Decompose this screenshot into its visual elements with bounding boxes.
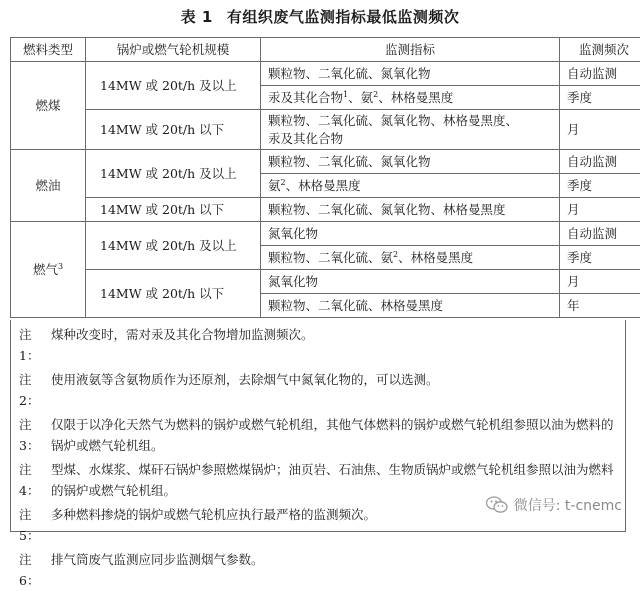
header-scale: 锅炉或燃气轮机规模 <box>86 38 261 62</box>
indicator-cell: 氨$^2$、林格曼黑度 <box>261 174 560 198</box>
note-text: 多种燃料掺烧的锅炉或燃气轮机应执行最严格的监测频次。 <box>51 504 617 546</box>
note-text: 煤种改变时，需对汞及其化合物增加监测频次。 <box>51 324 617 366</box>
note-text: 仅限于以净化天然气为燃料的锅炉或燃气轮机组，其他气体燃料的锅炉或燃气轮机组参照以油为燃料的锅炉或燃气轮机组。 <box>51 414 617 456</box>
indicator-cell: 氮氧化物 <box>261 270 560 294</box>
indicator-cell: 颗粒物、二氧化硫、林格曼黑度 <box>261 294 560 318</box>
table-row <box>11 62 640 86</box>
frequency-cell: 月 <box>560 198 640 222</box>
frequency-cell: 月 <box>560 270 640 294</box>
wechat-icon <box>486 496 508 514</box>
table-title: 有组织废气监测指标最低监测频次 <box>227 8 460 26</box>
note-item <box>19 414 617 456</box>
table-row <box>11 150 640 174</box>
scale-cell: 14MW 或 20t/h 以下 <box>86 198 261 222</box>
table-number: 表 1 <box>181 8 213 26</box>
note-tag: 注 2： <box>19 369 51 411</box>
monitoring-frequency-table <box>10 37 640 318</box>
table-caption <box>0 6 640 30</box>
note-tag: 注 6： <box>19 549 51 591</box>
header-indicator: 监测指标 <box>261 38 560 62</box>
frequency-cell: 季度 <box>560 246 640 270</box>
scale-cell: 14MW 或 20t/h 及以上 <box>86 62 261 110</box>
frequency-cell: 自动监测 <box>560 150 640 174</box>
note-text: 使用液氨等含氨物质作为还原剂，去除烟气中氮氧化物的，可以选测。 <box>51 369 617 411</box>
table-row <box>11 270 640 294</box>
frequency-cell: 季度 <box>560 86 640 110</box>
note-tag: 注 4： <box>19 459 51 501</box>
frequency-cell: 自动监测 <box>560 62 640 86</box>
note-tag: 注 5： <box>19 504 51 546</box>
table-row <box>11 222 640 246</box>
scale-cell: 14MW 或 20t/h 及以上 <box>86 150 261 198</box>
frequency-cell: 自动监测 <box>560 222 640 246</box>
fuel-cell-oil: 燃油 <box>11 150 86 222</box>
frequency-cell: 季度 <box>560 174 640 198</box>
note-tag: 注 1： <box>19 324 51 366</box>
table-row <box>11 198 640 222</box>
table-row <box>11 110 640 150</box>
note-tag: 注 3： <box>19 414 51 456</box>
scale-cell: 14MW 或 20t/h 以下 <box>86 270 261 318</box>
note-text: 排气筒废气监测应同步监测烟气参数。 <box>51 549 617 591</box>
indicator-cell: 汞及其化合物$^1$、氨$^2$、林格曼黑度 <box>261 86 560 110</box>
indicator-cell: 颗粒物、二氧化硫、氮氧化物、林格曼黑度、 汞及其化合物 <box>261 110 560 150</box>
indicator-cell: 颗粒物、二氧化硫、氮氧化物 <box>261 150 560 174</box>
indicator-cell: 氮氧化物 <box>261 222 560 246</box>
scale-cell: 14MW 或 20t/h 及以上 <box>86 222 261 270</box>
indicator-cell: 颗粒物、二氧化硫、氨$^2$、林格曼黑度 <box>261 246 560 270</box>
note-item <box>19 324 617 366</box>
fuel-cell-gas: 燃气$^3$ <box>11 222 86 318</box>
note-text: 型煤、水煤浆、煤矸石锅炉参照燃煤锅炉；油页岩、石油焦、生物质锅炉或燃气轮机组参照以油为燃料的锅炉或燃气轮机组。 <box>51 459 617 501</box>
indicator-cell: 颗粒物、二氧化硫、氮氧化物 <box>261 62 560 86</box>
header-fuel-type: 燃料类型 <box>11 38 86 62</box>
header-frequency: 监测频次 <box>560 38 640 62</box>
note-item <box>19 369 617 411</box>
watermark-text: 微信号: t-cnemc <box>514 495 622 515</box>
frequency-cell: 月 <box>560 110 640 150</box>
note-item <box>19 549 617 591</box>
frequency-cell: 年 <box>560 294 640 318</box>
table-header-row <box>11 38 640 62</box>
scale-cell: 14MW 或 20t/h 以下 <box>86 110 261 150</box>
fuel-cell-coal: 燃煤 <box>11 62 86 150</box>
wechat-watermark <box>486 495 622 515</box>
indicator-cell: 颗粒物、二氧化硫、氮氧化物、林格曼黑度 <box>261 198 560 222</box>
